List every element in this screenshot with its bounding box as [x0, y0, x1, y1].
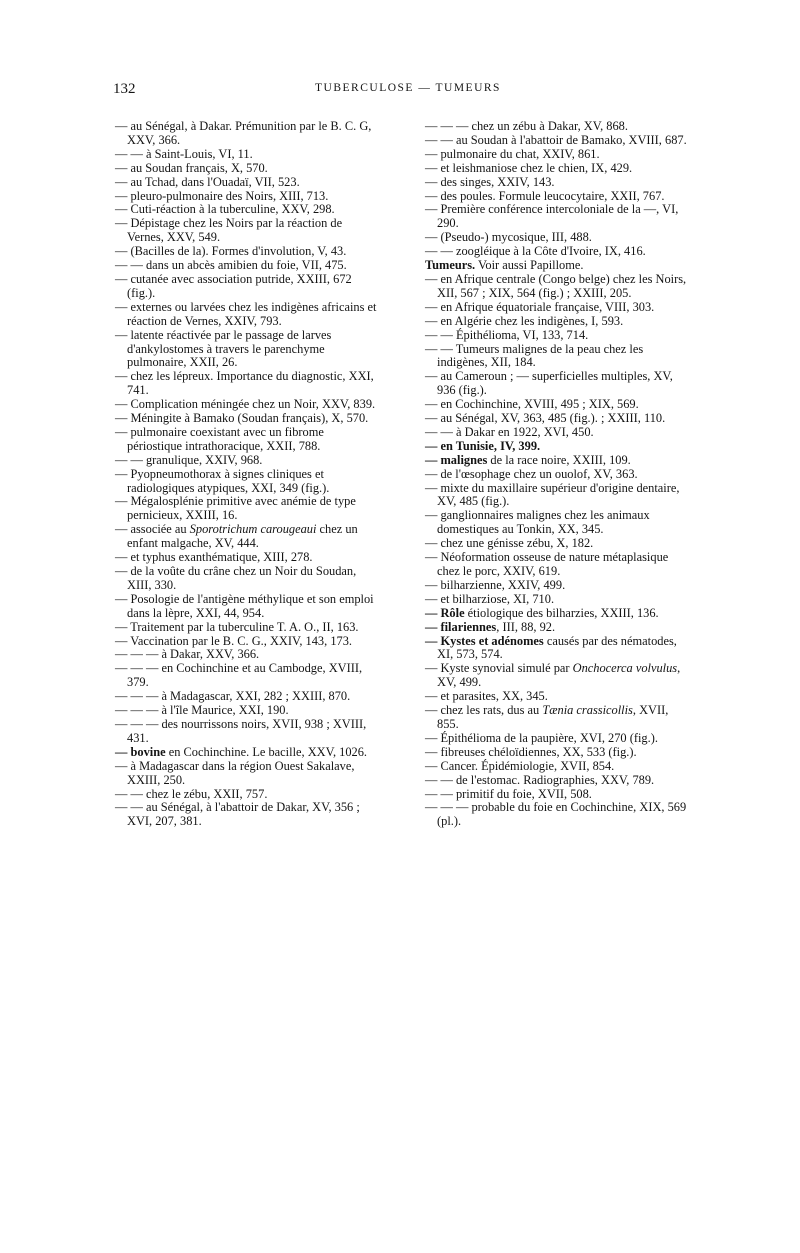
- entry-text: — Méningite à Bamako (Soudan français), X, 570.: [115, 411, 369, 426]
- index-entry: [425, 162, 690, 176]
- entry-text: — — à Saint-Louis, VI, 11.: [115, 146, 253, 161]
- index-entry: [115, 148, 380, 162]
- index-entry: [425, 482, 690, 510]
- index-entry: [425, 176, 690, 190]
- entry-text: — Épithélioma de la paupière, XVI, 270 (fig.).: [425, 730, 658, 745]
- index-entry: [115, 690, 380, 704]
- index-entry: [425, 190, 690, 204]
- index-entry: [115, 648, 380, 662]
- index-entry: [425, 662, 690, 690]
- entry-heading: — malignes: [425, 452, 488, 467]
- entry-text: — Kyste synovial simulé par: [425, 661, 573, 676]
- entry-text: — mixte du maxillaire supérieur d'origine dentaire, XV, 485 (fig.).: [425, 480, 680, 509]
- index-entry: [425, 801, 690, 829]
- index-entry: [425, 398, 690, 412]
- index-entry: [115, 635, 380, 649]
- index-entry: [425, 412, 690, 426]
- index-entry: [115, 718, 380, 746]
- index-entry: [115, 301, 380, 329]
- entry-text: — — chez le zébu, XXII, 757.: [115, 786, 268, 801]
- index-entry: [115, 565, 380, 593]
- entry-italic-term: Sporotrichum carougeaui: [189, 522, 317, 537]
- entry-text: — externes ou larvées chez les indigènes africains et réaction de Vernes, XXIV, 793.: [115, 299, 377, 328]
- entry-heading: — en Tunisie, IV, 399.: [425, 438, 541, 453]
- index-entry: [115, 412, 380, 426]
- index-entry: [425, 301, 690, 315]
- entry-italic-term: Onchocerca volvulus: [572, 661, 678, 676]
- index-entry: [115, 454, 380, 468]
- index-entry: [115, 190, 380, 204]
- entry-heading: Tumeurs.: [425, 258, 476, 273]
- entry-text: — des poules. Formule leucocytaire, XXII, 767.: [425, 188, 665, 203]
- entry-text: — — au Sénégal, à l'abattoir de Dakar, XV, 356 ; XVI, 207, 381.: [115, 800, 360, 829]
- index-entry: [115, 176, 380, 190]
- index-entry: [115, 746, 380, 760]
- entry-text: — — à Dakar en 1922, XVI, 450.: [425, 424, 594, 439]
- entry-heading: — bovine: [115, 744, 166, 759]
- entry-text: Voir aussi Papillome.: [475, 258, 584, 273]
- entry-text: — — — à Madagascar, XXI, 282 ; XXIII, 870.: [115, 689, 351, 704]
- entry-text: — — — probable du foie en Cochinchine, XIX, 569 (pl.).: [425, 800, 687, 829]
- index-entry: [425, 343, 690, 371]
- index-entry: [425, 593, 690, 607]
- index-entry: [425, 607, 690, 621]
- entry-text: — — Épithélioma, VI, 133, 714.: [425, 327, 589, 342]
- index-entry: [115, 120, 380, 148]
- entry-text: chez un enfant malgache, XV, 444.: [127, 522, 358, 551]
- index-entry: [115, 551, 380, 565]
- index-entry: [115, 217, 380, 245]
- index-entry: [115, 704, 380, 718]
- entry-text: en Cochinchine. Le bacille, XXV, 1026.: [165, 744, 368, 759]
- index-entry: [425, 537, 690, 551]
- entry-text: — et parasites, XX, 345.: [425, 689, 548, 704]
- index-entry: [115, 593, 380, 621]
- entry-text: — des singes, XXIV, 143.: [425, 174, 555, 189]
- entry-text: — chez les rats, dus au: [425, 703, 543, 718]
- index-entry: [115, 760, 380, 788]
- index-entry: [115, 259, 380, 273]
- entry-text: — et leishmaniose chez le chien, IX, 429.: [425, 160, 633, 175]
- index-entry: [425, 788, 690, 802]
- entry-text: — — dans un abcès amibien du foie, VII, 475.: [115, 258, 347, 273]
- entry-text: — chez les lépreux. Importance du diagnostic, XXI, 741.: [115, 369, 374, 398]
- index-entry: [425, 468, 690, 482]
- page-header: [113, 81, 703, 101]
- index-entry: [115, 523, 380, 551]
- index-entry: [425, 120, 690, 134]
- entry-italic-term: Tænia crassicollis: [542, 703, 633, 718]
- entry-text: — Cancer. Épidémiologie, XVII, 854.: [425, 758, 615, 773]
- index-column-right: [425, 120, 690, 829]
- entry-text: — Dépistage chez les Noirs par la réaction de Vernes, XXV, 549.: [115, 216, 343, 245]
- entry-heading: — Kystes et adénomes: [425, 633, 544, 648]
- entry-text: — en Algérie chez les indigènes, I, 593.: [425, 313, 624, 328]
- index-entry: [115, 162, 380, 176]
- entry-heading: — filariennes: [425, 619, 497, 634]
- index-entry: [425, 273, 690, 301]
- index-entry: [425, 635, 690, 663]
- entry-text: — Posologie de l'antigène méthylique et son emploi dans la lèpre, XXI, 44, 954.: [115, 591, 374, 620]
- entry-text: — et typhus exanthématique, XIII, 278.: [115, 550, 313, 565]
- index-entry: [425, 259, 690, 273]
- index-entry: [115, 788, 380, 802]
- entry-text: — — primitif du foie, XVII, 508.: [425, 786, 592, 801]
- index-entry: [115, 370, 380, 398]
- index-entry: [425, 245, 690, 259]
- entry-text: causés par des nématodes, XI, 573, 574.: [437, 633, 677, 662]
- entry-text: — au Sénégal, XV, 363, 485 (fig.). ; XXIII, 110.: [425, 411, 666, 426]
- entry-text: — — — à l'île Maurice, XXI, 190.: [115, 703, 289, 718]
- index-entry: [115, 801, 380, 829]
- index-entry: [425, 621, 690, 635]
- entry-text: — chez une génisse zébu, X, 182.: [425, 536, 594, 551]
- index-entry: [425, 370, 690, 398]
- index-entry: [425, 732, 690, 746]
- index-entry: [425, 426, 690, 440]
- index-entry: [425, 760, 690, 774]
- index-entry: [115, 203, 380, 217]
- entry-text: — au Sénégal, à Dakar. Prémunition par le B. C. G, XXV, 366.: [115, 119, 372, 147]
- index-entry: [425, 329, 690, 343]
- index-entry: [425, 704, 690, 732]
- entry-text: — et bilharziose, XI, 710.: [425, 591, 555, 606]
- entry-text: — (Pseudo-) mycosique, III, 488.: [425, 230, 592, 245]
- index-entry: [425, 579, 690, 593]
- entry-text: — latente réactivée par le passage de larves d'ankylostomes à travers le parenchyme pulmonaire, XXII, 26.: [115, 327, 332, 370]
- entry-text: , XV, 499.: [437, 661, 681, 690]
- index-entry: [115, 662, 380, 690]
- index-entry: [115, 468, 380, 496]
- entry-text: — — granulique, XXIV, 968.: [115, 452, 263, 467]
- index-entry: [425, 134, 690, 148]
- index-entry: [115, 426, 380, 454]
- entry-text: de la race noire, XXIII, 109.: [487, 452, 631, 467]
- entry-text: étiologique des bilharzies, XXIII, 136.: [464, 605, 659, 620]
- entry-text: — Cuti-réaction à la tuberculine, XXV, 298.: [115, 202, 335, 217]
- entry-text: — Complication méningée chez un Noir, XXV, 839.: [115, 397, 376, 412]
- entry-text: — de l'œsophage chez un ouolof, XV, 363.: [425, 466, 638, 481]
- index-entry: [425, 746, 690, 760]
- index-entry: [115, 398, 380, 412]
- page-number: 132: [113, 81, 136, 97]
- entry-text: — au Tchad, dans l'Ouadaï, VII, 523.: [115, 174, 300, 189]
- entry-text: — — — à Dakar, XXV, 366.: [115, 647, 260, 662]
- entry-text: — à Madagascar dans la région Ouest Sakalave, XXIII, 250.: [115, 758, 355, 787]
- index-entry: [425, 203, 690, 231]
- entry-text: — en Afrique équatoriale française, VIII, 303.: [425, 299, 655, 314]
- entry-text: — pulmonaire du chat, XXIV, 861.: [425, 146, 600, 161]
- entry-text: — Vaccination par le B. C. G., XXIV, 143, 173.: [115, 633, 352, 648]
- entry-text: — ganglionnaires malignes chez les animaux domestiques au Tonkin, XX, 345.: [425, 508, 650, 537]
- entry-text: — au Cameroun ; — superficielles multiples, XV, 936 (fig.).: [425, 369, 673, 398]
- index-entry: [425, 551, 690, 579]
- entry-text: — pulmonaire coexistant avec un fibrome périostique intrathoracique, XXII, 788.: [115, 424, 324, 453]
- index-entry: [425, 315, 690, 329]
- index-entry: [425, 231, 690, 245]
- index-column-left: [115, 120, 380, 829]
- entry-text: — — Tumeurs malignes de la peau chez les indigènes, XII, 184.: [425, 341, 644, 370]
- index-entry: [115, 495, 380, 523]
- entry-text: — (Bacilles de la). Formes d'involution, V, 43.: [115, 244, 347, 259]
- entry-text: — pleuro-pulmonaire des Noirs, XIII, 713.: [115, 188, 329, 203]
- entry-text: — en Cochinchine, XVIII, 495 ; XIX, 569.: [425, 397, 639, 412]
- entry-text: — — — en Cochinchine et au Cambodge, XVIII, 379.: [115, 661, 363, 690]
- entry-text: — en Afrique centrale (Congo belge) chez les Noirs, XII, 567 ; XIX, 564 (fig.) ; XXIII, 205.: [425, 271, 687, 300]
- entry-text: , XVII, 855.: [437, 703, 669, 731]
- entry-text: — — — des nourrissons noirs, XVII, 938 ; XVIII, 431.: [115, 716, 367, 745]
- index-entry: [115, 621, 380, 635]
- entry-text: — — de l'estomac. Radiographies, XXV, 789.: [425, 772, 655, 787]
- entry-text: — — — chez un zébu à Dakar, XV, 868.: [425, 119, 628, 133]
- index-entry: [115, 245, 380, 259]
- entry-text: — bilharzienne, XXIV, 499.: [425, 577, 566, 592]
- entry-text: — Mégalosplénie primitive avec anémie de type pernicieux, XXIII, 16.: [115, 494, 356, 523]
- index-entry: [425, 774, 690, 788]
- entry-text: — Première conférence intercoloniale de la —, VI, 290.: [425, 202, 679, 231]
- entry-text: — fibreuses chéloïdiennes, XX, 533 (fig.).: [425, 744, 637, 759]
- running-head: TUBERCULOSE — TUMEURS: [315, 82, 501, 94]
- entry-text: — de la voûte du crâne chez un Noir du Soudan, XIII, 330.: [115, 564, 357, 592]
- index-entry: [425, 148, 690, 162]
- index-entry: [425, 509, 690, 537]
- entry-text: — au Soudan français, X, 570.: [115, 160, 268, 175]
- index-entry: [425, 440, 690, 454]
- entry-text: — Traitement par la tuberculine T. A. O., II, 163.: [115, 619, 359, 634]
- entry-heading: — Rôle: [425, 605, 465, 620]
- entry-text: , III, 88, 92.: [496, 619, 556, 634]
- entry-text: — associée au: [115, 522, 190, 537]
- entry-text: — Pyopneumothorax à signes cliniques et radiologiques atypiques, XXI, 349 (fig.).: [115, 466, 330, 495]
- index-entry: [425, 690, 690, 704]
- entry-text: — — au Soudan à l'abattoir de Bamako, XVIII, 687.: [425, 132, 687, 147]
- index-entry: [115, 329, 380, 371]
- entry-text: — cutanée avec association putride, XXIII, 672 (fig.).: [115, 271, 352, 300]
- entry-text: — — zoogléique à la Côte d'Ivoire, IX, 416.: [425, 244, 646, 259]
- index-entry: [425, 454, 690, 468]
- index-entry: [115, 273, 380, 301]
- entry-text: — Néoformation osseuse de nature métaplasique chez le porc, XXIV, 619.: [425, 550, 669, 578]
